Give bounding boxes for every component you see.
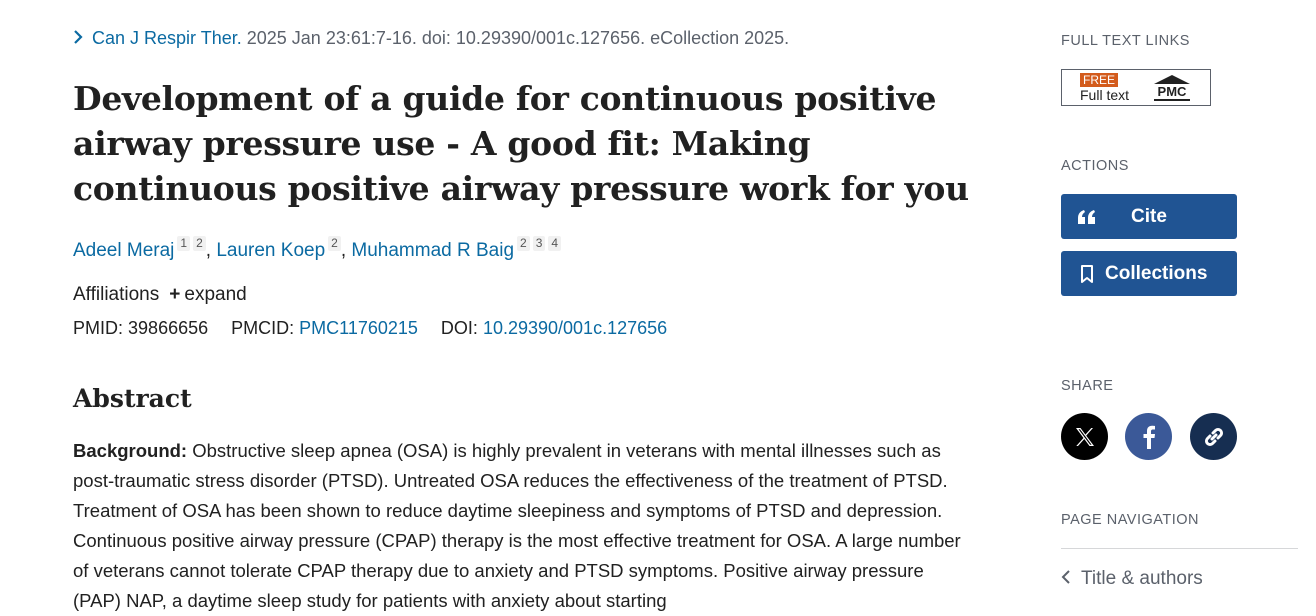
article-ids <box>73 318 667 339</box>
pmc-full-text-link[interactable] <box>1061 69 1211 106</box>
abstract-heading: Abstract <box>73 384 192 413</box>
author-link[interactable]: Muhammad R Baig <box>351 240 515 261</box>
cite-button[interactable] <box>1061 194 1237 239</box>
chevron-left-icon <box>1061 569 1071 591</box>
article-title: Development of a guide for continuous positive airway pressure use - A good fit: Making continuous positive airway pressure work for you <box>73 79 969 208</box>
nav-item-label: Title & authors <box>1081 568 1203 589</box>
quote-icon <box>1075 210 1099 224</box>
chevron-right-icon[interactable] <box>73 29 84 50</box>
affiliation-ref[interactable]: 2 <box>328 236 341 251</box>
author-link[interactable]: Adeel Meraj <box>73 240 175 261</box>
bookmark-icon <box>1075 265 1099 283</box>
cite-label: Cite <box>1131 205 1167 227</box>
affiliation-ref[interactable]: 3 <box>533 236 546 251</box>
share-buttons <box>1061 413 1261 460</box>
affiliation-ref[interactable]: 2 <box>193 236 206 251</box>
abstract-text <box>73 436 973 616</box>
page-navigation-heading: PAGE NAVIGATION <box>1061 512 1200 528</box>
collections-button[interactable] <box>1061 251 1237 296</box>
pmid-label: PMID: <box>73 318 124 338</box>
free-badge: FREE <box>1080 73 1118 87</box>
doi-link[interactable]: 10.29390/001c.127656 <box>482 318 668 338</box>
facebook-icon[interactable] <box>1125 413 1172 460</box>
plus-icon: + <box>169 284 181 305</box>
author-link[interactable]: Lauren Koep <box>216 240 326 261</box>
collections-label: Collections <box>1105 262 1208 284</box>
background-text: Obstructive sleep apnea (OSA) is highly prevalent in veterans with mental illnesses such as post-traumatic stress disorder (PTSD). Untreated OSA reduces the effectiveness of the treatment of PTSD. Treatment of OSA has been shown to reduce daytime sleepiness and symptoms of PTSD and depression. Continuous positive airway pressure (CPAP) therapy is the most effective treatment for OSA. A large number of veterans cannot tolerate CPAP therapy due to anxiety and PTSD symptoms. Positive airway pressure (PAP) NAP, a daytime sleep study for patients with anxiety about starting <box>73 440 961 611</box>
nav-item-title-authors[interactable] <box>1061 568 1203 591</box>
actions-heading: ACTIONS <box>1061 158 1129 174</box>
journal-link[interactable]: Can J Respir Ther. <box>92 28 242 48</box>
affiliation-ref[interactable]: 2 <box>517 236 530 251</box>
affiliation-ref[interactable]: 1 <box>177 236 190 251</box>
affiliations-toggle[interactable] <box>73 284 247 306</box>
affiliation-ref[interactable]: 4 <box>548 236 561 251</box>
pmid-value: 39866656 <box>128 318 209 338</box>
pmc-logo-icon <box>1154 75 1190 101</box>
share-heading: SHARE <box>1061 378 1114 394</box>
background-label: Background: <box>73 440 188 461</box>
pmcid-label: PMCID: <box>231 318 295 338</box>
expand-label: expand <box>184 284 247 305</box>
divider <box>1061 548 1298 549</box>
pmc-label: PMC <box>1154 84 1190 101</box>
affiliations-label: Affiliations <box>73 284 160 305</box>
pmcid-link[interactable]: PMC11760215 <box>299 318 418 338</box>
full-text-links-heading: FULL TEXT LINKS <box>1061 33 1190 49</box>
citation-line <box>73 28 789 50</box>
full-text-label: Full text <box>1080 87 1130 103</box>
x-twitter-icon[interactable] <box>1061 413 1108 460</box>
copy-link-icon[interactable] <box>1190 413 1237 460</box>
citation-details: 2025 Jan 23:61:7-16. doi: 10.29390/001c.127656. eCollection 2025. <box>246 28 790 48</box>
doi-label: DOI: <box>440 318 478 338</box>
author-list: Adeel Meraj 1 2 , Lauren Koep 2 , Muhammad R Baig 2 3 4 <box>73 236 561 262</box>
